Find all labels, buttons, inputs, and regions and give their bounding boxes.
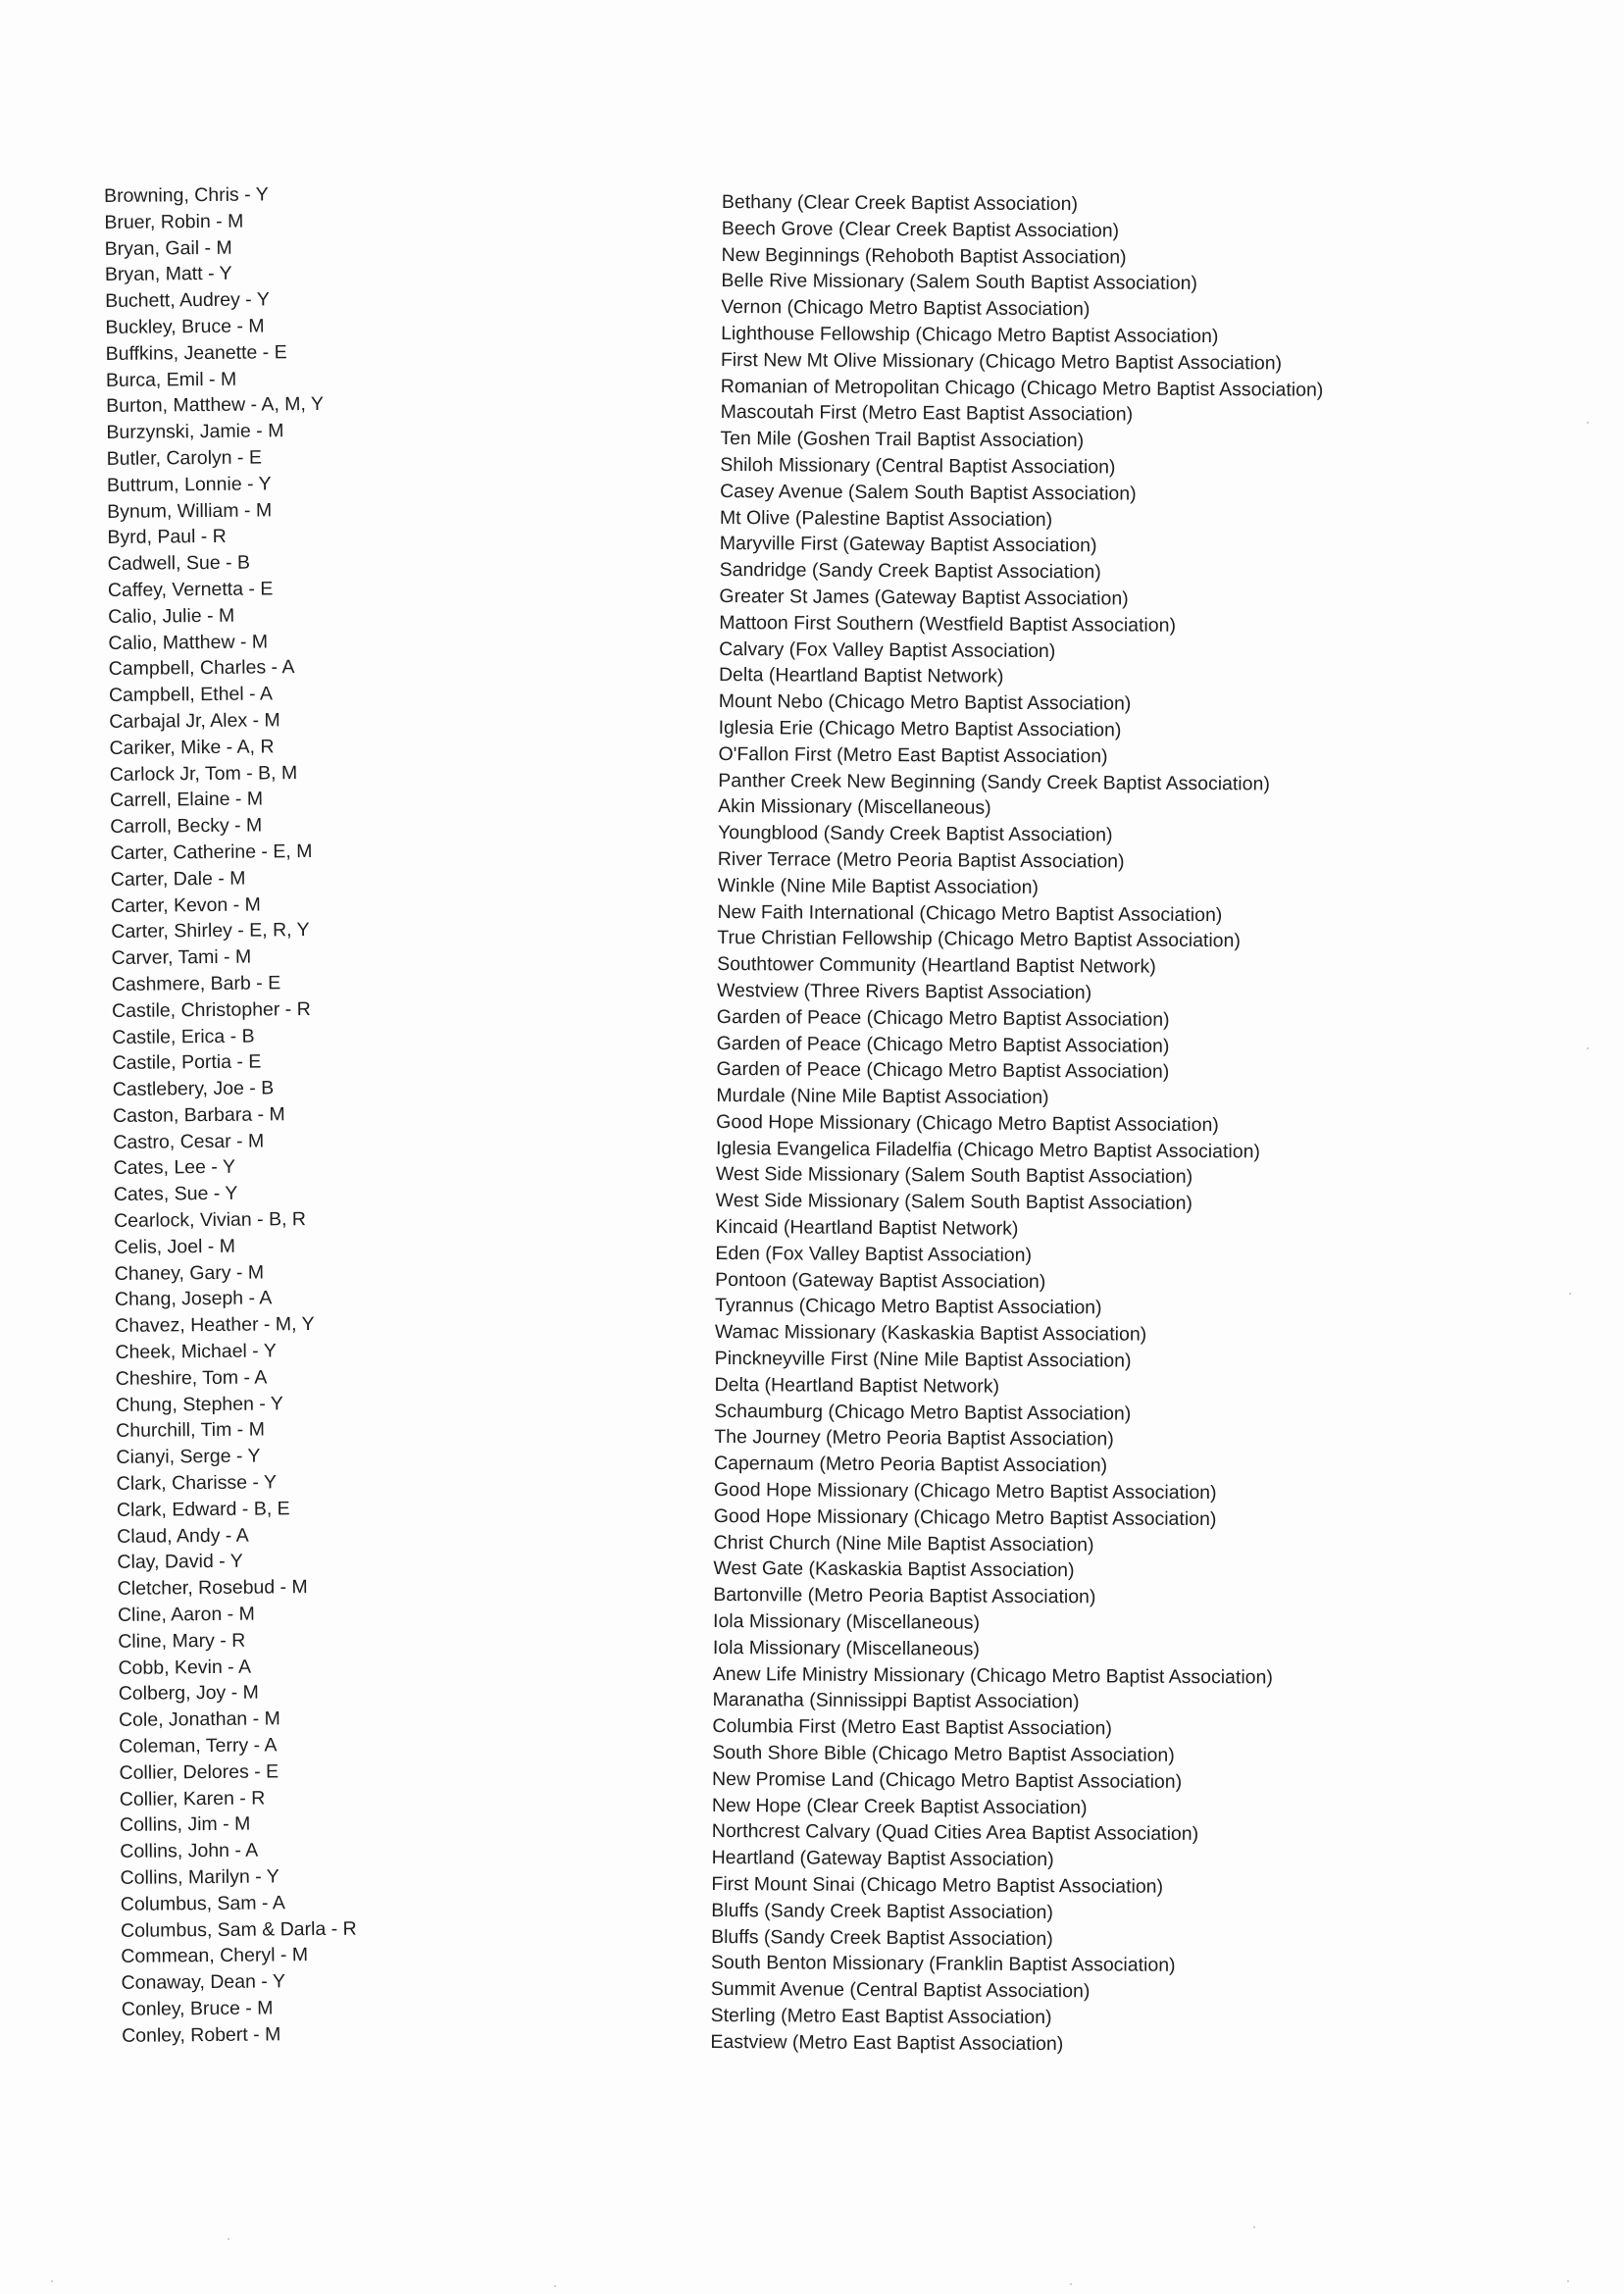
name-entry: Clay, David - Y [117,1551,243,1574]
name-entry: Calio, Matthew - M [108,630,269,654]
church-entry: Capernaum (Metro Peoria Baptist Association) [713,1453,1108,1477]
name-entry: Bryan, Matt - Y [104,263,232,286]
church-entry: Murdale (Nine Mile Baptist Association) [716,1085,1049,1109]
church-entry: Iglesia Erie (Chicago Metro Baptist Association) [718,716,1122,741]
name-entry: Cline, Aaron - M [117,1603,255,1626]
church-entry: Christ Church (Nine Mile Baptist Association) [713,1531,1094,1555]
church-entry: Summit Avenue (Central Baptist Association) [710,1978,1091,2003]
name-entry: Cates, Lee - Y [113,1156,236,1180]
church-entry: Garden of Peace (Chicago Metro Baptist Association) [716,1032,1170,1057]
name-entry: Columbus, Sam - A [120,1892,285,1915]
name-entry: Cates, Sue - Y [113,1183,238,1206]
scan-speck [1587,422,1589,424]
church-entry: Lighthouse Fellowship (Chicago Metro Baptist Association) [721,322,1219,348]
name-entry: Cobb, Kevin - A [118,1656,252,1679]
name-entry: Castile, Christopher - R [111,997,311,1022]
church-entry: Maranatha (Sinnissippi Baptist Association) [712,1689,1080,1713]
name-entry: Cashmere, Barb - E [111,972,281,995]
scan-speck [554,2285,556,2287]
name-entry: Carroll, Becky - M [110,814,263,839]
church-entry: West Side Missionary (Salem South Baptist Association) [715,1163,1193,1189]
church-entry: Maryville First (Gateway Baptist Association) [719,533,1097,557]
church-entry: Bluffs (Sandy Creek Baptist Association) [711,1899,1053,1923]
church-entry: Akin Missionary (Miscellaneous) [718,795,991,820]
name-entry: Conley, Bruce - M [121,1997,274,2020]
name-entry: Burca, Emil - M [105,368,237,391]
church-entry: Romanian of Metropolitan Chicago (Chicago Metro Baptist Association) [720,375,1324,401]
name-entry: Carter, Catherine - E, M [110,840,313,864]
scan-speck [51,2280,53,2282]
name-entry: Campbell, Ethel - A [108,683,274,707]
name-entry: Castro, Cesar - M [113,1130,265,1153]
church-entry: Bartonville (Metro Peoria Baptist Association) [713,1584,1096,1608]
church-entry: Belle Rive Missionary (Salem South Baptist Association) [721,270,1198,295]
church-entry: Kincaid (Heartland Baptist Network) [715,1216,1019,1240]
church-entry: Calvary (Fox Valley Baptist Association) [719,637,1056,662]
name-entry: Buffkins, Jeanette - E [105,340,287,365]
church-entry: West Side Missionary (Salem South Baptist Association) [715,1190,1193,1215]
name-entry: Carter, Shirley - E, R, Y [111,919,310,943]
church-entry: New Promise Land (Chicago Metro Baptist Association) [712,1767,1183,1793]
church-entry: Casey Avenue (Salem South Baptist Association) [720,480,1137,505]
church-entry: Shiloh Missionary (Central Baptist Association) [720,453,1116,479]
name-entry: Claud, Andy - A [117,1524,249,1548]
name-entry: Buchett, Audrey - Y [105,288,270,313]
name-list [104,181,358,2050]
name-entry: Cianyi, Serge - Y [116,1445,261,1469]
church-entry: Sandridge (Sandy Creek Baptist Association) [719,559,1101,584]
name-entry: Clark, Edward - B, E [116,1498,290,1521]
church-entry: New Faith International (Chicago Metro Baptist Association) [717,900,1223,926]
name-entry: Collins, Marilyn - Y [120,1865,279,1889]
name-entry: Bryan, Gail - M [104,236,232,260]
church-entry: Iola Missionary (Miscellaneous) [713,1610,981,1634]
church-entry: Heartland (Gateway Baptist Association) [711,1847,1054,1871]
church-entry: Northcrest Calvary (Quad Cities Area Baptist Association) [711,1820,1199,1846]
church-entry: Greater St James (Gateway Baptist Association) [719,585,1129,610]
name-entry: Cadwell, Sue - B [107,551,251,576]
name-entry: Caston, Barbara - M [113,1103,285,1127]
church-entry: Mattoon First Southern (Westfield Baptist Association) [719,611,1177,637]
church-entry: New Beginnings (Rehoboth Baptist Association) [721,243,1127,269]
name-entry: Colberg, Joy - M [118,1681,259,1706]
church-entry: Delta (Heartland Baptist Network) [714,1373,1000,1398]
church-entry: Sterling (Metro East Baptist Association) [710,2004,1052,2029]
scan-speck [228,2238,229,2240]
church-entry: Iglesia Evangelica Filadelfia (Chicago Metro Baptist Association) [715,1137,1261,1163]
name-entry: Clark, Charisse - Y [116,1471,278,1495]
name-entry: Carlock Jr, Tom - B, M [109,761,298,786]
name-entry: Churchill, Tim - M [116,1418,266,1443]
church-entry: Eden (Fox Valley Baptist Association) [715,1242,1033,1266]
name-entry: Bruer, Robin - M [104,210,244,233]
name-entry: Burton, Matthew - A, M, Y [106,393,325,418]
church-entry: Garden of Peace (Chicago Metro Baptist Association) [716,1058,1170,1084]
name-entry: Bynum, William - M [107,498,273,523]
name-entry: Cole, Jonathan - M [118,1708,280,1732]
church-entry: O'Fallon First (Metro East Baptist Association) [718,742,1108,768]
name-entry: Collins, Jim - M [119,1813,251,1837]
church-entry: Youngblood (Sandy Creek Baptist Association) [717,822,1113,846]
name-entry: Campbell, Charles - A [108,656,295,681]
church-entry: Pontoon (Gateway Baptist Association) [715,1268,1046,1293]
church-entry: Delta (Heartland Baptist Network) [718,664,1004,688]
name-entry: Cheek, Michael - Y [115,1340,277,1364]
name-entry: Castlebery, Joe - B [112,1077,275,1101]
church-entry: Garden of Peace (Chicago Metro Baptist Association) [716,1005,1170,1031]
name-entry: Cheshire, Tom - A [115,1366,268,1390]
name-entry: Burzynski, Jamie - M [106,420,284,444]
name-entry: Caffey, Vernetta - E [107,578,274,601]
name-entry: Castile, Erica - B [112,1025,255,1048]
name-entry: Cariker, Mike - A, R [109,736,275,759]
name-entry: Buckley, Bruce - M [105,315,265,338]
scan-speck [1070,2283,1072,2285]
church-entry: Mt Olive (Palestine Baptist Association) [719,506,1053,531]
church-entry: Columbia First (Metro East Baptist Association) [712,1715,1112,1740]
church-entry: Good Hope Missionary (Chicago Metro Baptist Association) [713,1479,1217,1504]
name-entry: Castile, Portia - E [112,1050,262,1075]
church-entry: Mount Nebo (Chicago Metro Baptist Association) [718,690,1132,715]
church-entry: Westview (Three Rivers Baptist Association) [716,979,1092,1004]
name-entry: Chang, Joseph - A [114,1287,273,1311]
church-entry: First Mount Sinai (Chicago Metro Baptist Association) [711,1872,1164,1898]
church-entry: First New Mt Olive Missionary (Chicago Metro Baptist Association) [720,348,1283,375]
name-entry: Byrd, Paul - R [107,526,227,549]
name-entry: Collins, John - A [120,1839,259,1863]
name-entry: Conaway, Dean - Y [121,1970,286,1995]
name-entry: Cletcher, Rosebud - M [117,1576,308,1601]
name-entry: Coleman, Terry - A [119,1734,278,1758]
name-entry: Cline, Mary - R [118,1629,246,1653]
church-list [710,189,1324,2059]
church-entry: Panther Creek New Beginning (Sandy Creek Baptist Association) [718,769,1270,794]
church-entry: Southtower Community (Heartland Baptist Network) [717,953,1156,978]
name-entry: Celis, Joel - M [114,1235,236,1258]
church-entry: New Hope (Clear Creek Baptist Association) [711,1794,1088,1818]
name-entry: Carter, Kevon - M [110,893,261,917]
name-entry: Carbajal Jr, Alex - M [109,709,280,733]
scan-speck [1567,2280,1569,2282]
name-entry: Commean, Cheryl - M [121,1944,309,1968]
church-entry: Schaumburg (Chicago Metro Baptist Association) [714,1400,1132,1425]
church-entry: South Shore Bible (Chicago Metro Baptist Association) [712,1741,1175,1766]
church-entry: Bluffs (Sandy Creek Baptist Association) [711,1925,1053,1950]
church-entry: True Christian Fellowship (Chicago Metro Baptist Association) [717,927,1241,952]
name-entry: Butler, Carolyn - E [106,446,263,470]
scan-speck [1253,2226,1255,2228]
name-entry: Carver, Tami - M [111,945,252,970]
name-entry: Cearlock, Vivian - B, R [114,1208,307,1233]
church-entry: Mascoutah First (Metro East Baptist Association) [720,401,1134,426]
church-entry: The Journey (Metro Peoria Baptist Association) [714,1426,1114,1451]
name-entry: Carter, Dale - M [110,867,246,891]
name-entry: Calio, Julie - M [108,604,235,628]
name-entry: Buttrum, Lonnie - Y [106,473,272,496]
church-entry: Anew Life Ministry Missionary (Chicago Metro Baptist Association) [712,1662,1273,1689]
name-entry: Collier, Delores - E [119,1760,279,1784]
name-entry: Carrell, Elaine - M [109,788,264,812]
church-entry: River Terrace (Metro Peoria Baptist Association) [717,847,1125,873]
church-entry: Good Hope Missionary (Chicago Metro Baptist Association) [713,1504,1217,1530]
church-entry: Ten Mile (Goshen Trail Baptist Association) [720,428,1085,452]
name-entry: Browning, Chris - Y [104,183,269,207]
scan-speck [1569,1293,1571,1295]
church-entry: Bethany (Clear Creek Baptist Association) [721,190,1079,216]
church-entry: Wamac Missionary (Kaskaskia Baptist Association) [714,1321,1147,1346]
scan-speck [1587,1047,1589,1049]
name-entry: Conley, Robert - M [122,2023,281,2047]
church-entry: Vernon (Chicago Metro Baptist Association) [721,296,1091,321]
church-entry: Winkle (Nine Mile Baptist Association) [717,874,1040,898]
church-entry: Pinckneyville First (Nine Mile Baptist Association) [714,1348,1132,1372]
name-entry: Collier, Karen - R [119,1787,266,1810]
church-entry: Good Hope Missionary (Chicago Metro Baptist Association) [716,1110,1219,1137]
name-entry: Chung, Stephen - Y [115,1392,283,1416]
church-entry: Eastview (Metro East Baptist Association) [710,2030,1064,2055]
church-entry: Beech Grove (Clear Creek Baptist Association) [721,217,1120,242]
church-entry: West Gate (Kaskaskia Baptist Association) [713,1557,1075,1582]
name-entry: Columbus, Sam & Darla - R [120,1917,357,1942]
church-entry: Tyrannus (Chicago Metro Baptist Association) [714,1295,1102,1319]
church-entry: Iola Missionary (Miscellaneous) [712,1636,980,1660]
name-entry: Chaney, Gary - M [114,1261,265,1285]
church-entry: South Benton Missionary (Franklin Baptist Association) [710,1952,1176,1977]
name-entry: Chavez, Heather - M, Y [115,1313,315,1338]
